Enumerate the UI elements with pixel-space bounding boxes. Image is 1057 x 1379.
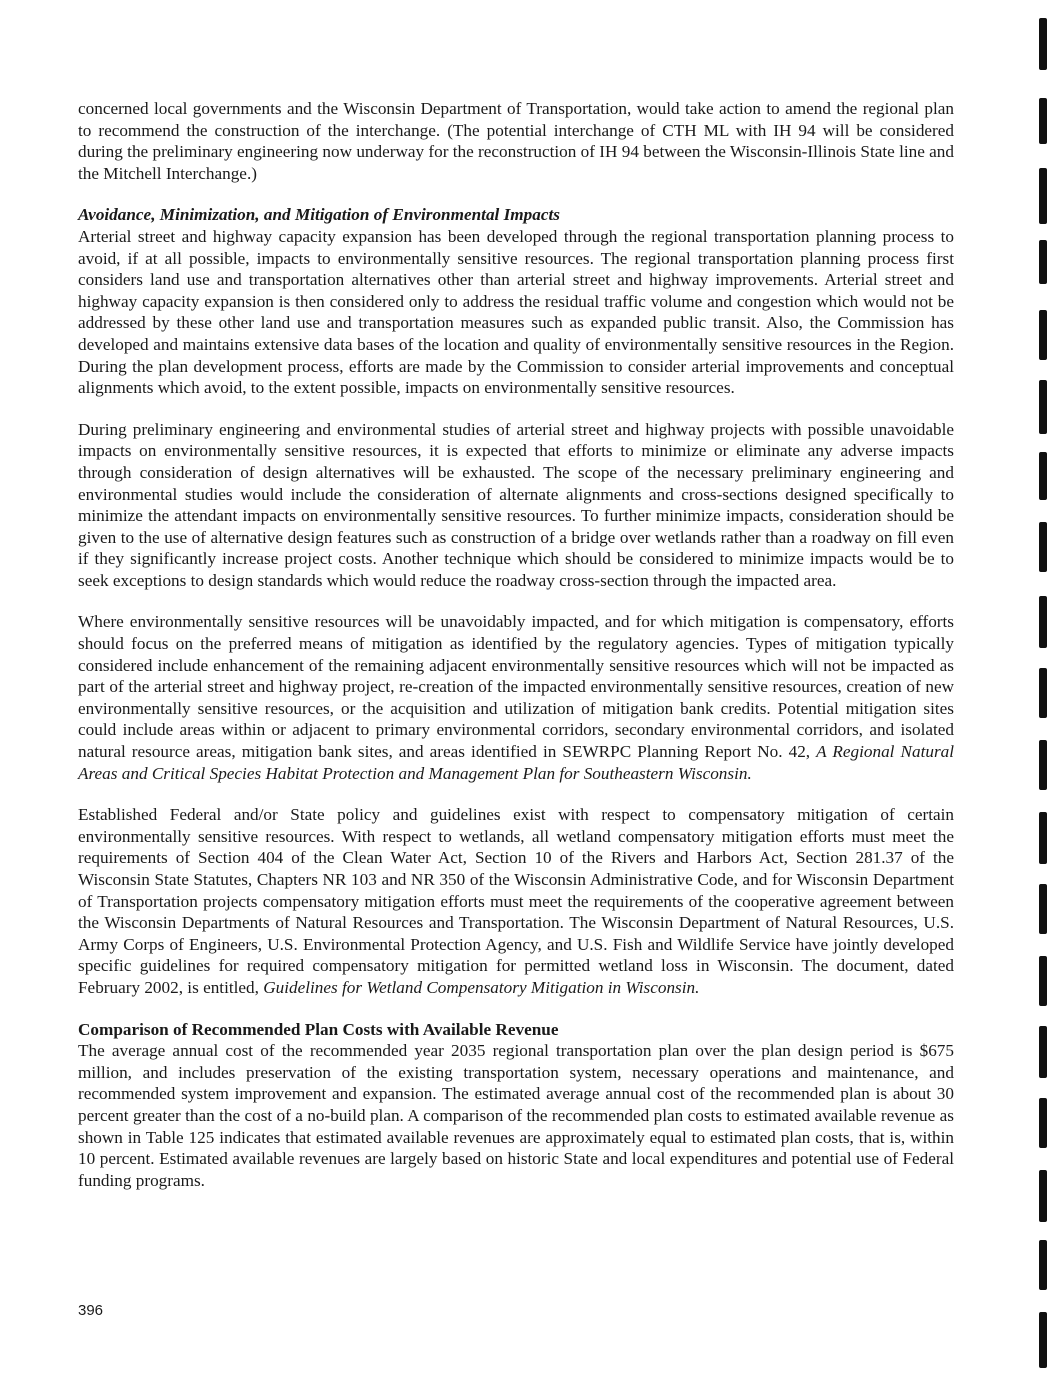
guidelines-title: Guidelines for Wetland Compensatory Mitigation in Wisconsin. — [263, 977, 700, 997]
page-number: 396 — [78, 1302, 104, 1319]
scan-mark — [1039, 956, 1047, 1006]
scan-mark — [1039, 812, 1047, 864]
paragraph-minimization: During preliminary engineering and environmental studies of arterial street and highway projects with possible unavoidable impacts on environmentally sensitive resources, it is expected that efforts to minimize or eliminate any adverse impacts through consideration of design alternatives will be exhausted. The scope of the necessary preliminary engineering and environmental studies would include the consideration of alternate alignments and cross-sections designed specifically to minimize the attendant impacts on environmentally sensitive resources. To further minimize impacts, consideration should be given to the use of alternative design features such as construction of a bridge over wetlands rather than a roadway on fill even if they significantly increase project costs. Another technique which should be considered to minimize impacts would be to seek exceptions to design standards which would reduce the roadway cross-section through the impacted area. — [78, 419, 954, 590]
scan-mark — [1039, 740, 1047, 790]
policy-text: Established Federal and/or State policy and guidelines exist with respect to compensatory mitigation of certain environmentally sensitive resources. With respect to wetlands, all wetland compensatory mitigation efforts must meet the requirements of Section 404 of the Clean Water Act, Section 10 of the Rivers and Harbors Act, Section 281.37 of the Wisconsin State Statutes, Chapters NR 103 and NR 350 of the Wisconsin Administrative Code, and for Wisconsin Department of Transportation projects compensatory mitigation efforts must meet the requirements of the cooperative agreement between the Wisconsin Departments of Natural Resources and Transportation. The Wisconsin Department of Natural Resources, U.S. Army Corps of Engineers, U.S. Environmental Protection Agency, and U.S. Fish and Wildlife Service have jointly developed specific guidelines for required compensatory mitigation for permitted wetland loss in Wisconsin. The document, dated February 2002, is entitled, — [78, 805, 954, 997]
scan-mark — [1039, 668, 1047, 718]
paragraph-avoidance: Arterial street and highway capacity expansion has been developed through the regional transportation planning process to avoid, if at all possible, impacts to environmentally sensitive resources. The regional transportation planning process first considers land use and transportation alternatives other than arterial street and highway improvements. Arterial street and highway capacity expansion is then considered only to address the residual traffic volume and congestion which would not be addressed by these other land use and transportation measures such as expanded public transit. Also, the Commission has developed and maintains extensive data bases of the location and quality of environmentally sensitive resources in the Region. During the plan development process, efforts are made by the Commission to consider arterial improvements and conceptual alignments which avoid, to the extent possible, impacts on environmentally sensitive resources. — [78, 226, 954, 398]
document-body — [78, 98, 954, 1191]
scan-mark — [1039, 380, 1047, 434]
scan-mark — [1039, 98, 1047, 144]
scan-mark — [1039, 452, 1047, 500]
scan-mark — [1039, 1098, 1047, 1148]
paragraph-interchange: concerned local governments and the Wisconsin Department of Transportation, would take action to amend the regional plan to recommend the construction of the interchange. (The potential interchange of CTH ML with IH 94 will be considered during the preliminary engineering now underway for the reconstruction of IH 94 between the Wisconsin-Illinois State line and the Mitchell Interchange.) — [78, 99, 954, 183]
scan-mark — [1039, 310, 1047, 360]
paragraph-plan-costs: The average annual cost of the recommended year 2035 regional transportation plan over the plan design period is $675 million, and includes preservation of the existing transportation system, necessary operations and maintenance, and recommended system improvement and expansion. The estimated average annual cost of the recommended plan is about 30 percent greater than the cost of a no-build plan. A comparison of the recommended plan costs to estimated available revenue as shown in Table 125 indicates that estimated available revenues are approximately equal to estimated plan costs, that is, within 10 percent. Estimated available revenues are largely based on historic State and local expenditures and potential use of Federal funding programs. — [78, 1041, 954, 1190]
heading-plan-costs: Comparison of Recommended Plan Costs with Available Revenue — [78, 1019, 559, 1039]
scan-mark — [1039, 1240, 1047, 1290]
scan-mark — [1039, 884, 1047, 934]
planning-report-title: A Regional Natural Areas and Critical Species Habitat Protection and Management Plan for Southeastern Wisconsin. — [78, 742, 955, 783]
scan-mark — [1039, 1312, 1047, 1368]
scan-mark — [1039, 240, 1047, 284]
scan-mark — [1039, 18, 1047, 70]
scan-mark — [1039, 1026, 1047, 1078]
scan-mark — [1039, 1170, 1047, 1222]
heading-environmental-impacts: Avoidance, Minimization, and Mitigation of Environmental Impacts — [78, 205, 560, 225]
paragraph-mitigation — [78, 611, 954, 784]
scan-mark — [1039, 168, 1047, 224]
scan-mark — [1039, 596, 1047, 648]
mitigation-text: Where environmentally sensitive resources will be unavoidably impacted, and for which mitigation is compensatory, efforts should focus on the preferred means of mitigation as identified by the regulatory agencies. Types of mitigation typically considered include enhancement of the remaining adjacent environmentally sensitive resources which will not be impacted as part of the arterial street and highway project, re-creation of the impacted environmentally sensitive resources, creation of new environmentally sensitive resources, or the acquisition and utilization of mitigation bank credits. Potential mitigation sites could include areas within or adjacent to primary environmental corridors, secondary environmental corridors, and isolated natural resource areas, mitigation bank sites, and areas identified in SEWRPC Planning Report No. 42, — [78, 612, 954, 762]
paragraph-federal-policy — [78, 804, 954, 998]
scan-mark — [1039, 522, 1047, 572]
